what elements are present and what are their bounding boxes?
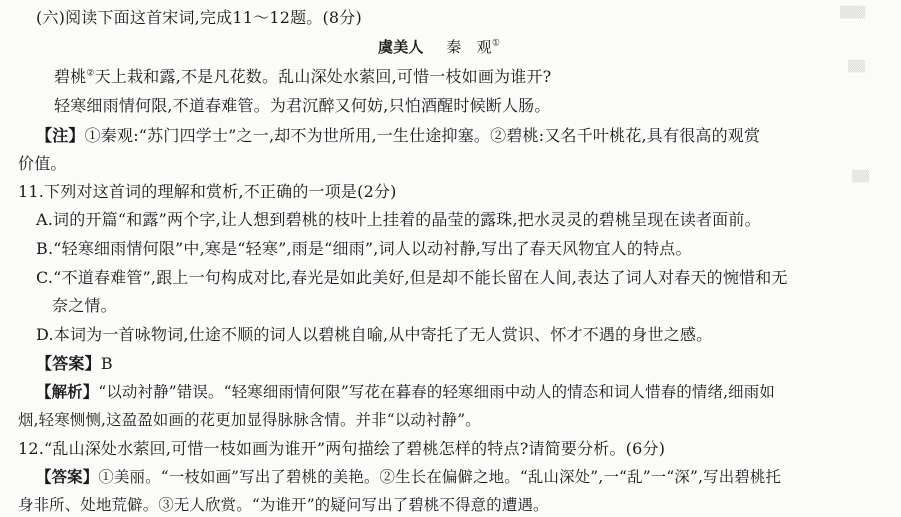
bleed-through-mark: ▒▒▒	[840, 6, 866, 19]
notes-label: 【注】	[36, 126, 85, 145]
notes-line-1	[36, 126, 760, 146]
bleed-through-mark: ▒▒	[852, 170, 869, 183]
poem-title-line	[378, 37, 500, 57]
question-12-stem: 12.“乱山深处水萦回,可惜一枝如画为谁开”两句描绘了碧桃怎样的特点?请简要分析。(6分)	[18, 439, 666, 458]
question-11-stem: 11.下列对这首词的理解和赏析,不正确的一项是(2分)	[18, 182, 397, 201]
option-d: D.本词为一首咏物词,仕途不顺的词人以碧桃自喻,从中寄托了无人赏识、怀才不遇的身世之感。	[36, 325, 713, 344]
option-c-continued: 奈之情。	[52, 296, 117, 315]
bleed-through-mark: ▒▒	[848, 60, 865, 73]
option-a: A.词的开篇“和露”两个字,让人想到碧桃的枝叶上挂着的晶莹的露珠,把水灵灵的碧桃呈现在读者面前。	[36, 210, 761, 229]
option-c: C.“不道春难管”,跟上一句构成对比,春光是如此美好,但是却不能长留在人间,表达了词人对春天的惋惜和无	[36, 268, 788, 287]
poem-author: 秦 观	[446, 38, 492, 56]
poem-line-1-rest: 天上栽和露,不是凡花数。乱山深处水萦回,可惜一枝如画为谁开?	[94, 67, 552, 86]
option-b: B.“轻寒细雨情何限”中,寒是“轻寒”,雨是“细雨”,词人以动衬静,写出了春天风物宜人的特点。	[36, 239, 692, 258]
analysis-text: “以动衬静”错误。“轻寒细雨情何限”写花在暮春的轻寒细雨中动人的情态和词人惜春的情绪,细雨如	[98, 383, 775, 401]
footnote-marker: ①	[491, 38, 501, 49]
answer-value: B	[100, 354, 113, 373]
analysis-line-2: 烟,轻寒恻恻,这盈盈如画的花更加显得脉脉含情。并非“以动衬静”。	[18, 411, 481, 429]
analysis-line-1	[36, 382, 775, 402]
notes-text: ①秦观:“苏门四学士”之一,却不为世所用,一生仕途抑塞。②碧桃:又名千叶桃花,具有很高的观赏	[84, 126, 761, 145]
analysis-label: 【解析】	[36, 383, 99, 401]
poem-line-1-start: 碧桃	[54, 67, 87, 86]
footnote-marker: ②	[86, 68, 95, 79]
answer-text: ①美丽。“一枝如画”写出了碧桃的美艳。②生长在偏僻之地。“乱山深处”,一“乱”一“深”,写出碧桃托	[98, 468, 782, 486]
answer-12-line-2: 身非所、处地荒僻。③无人欣赏。“为谁开”的疑问写出了碧桃不得意的遭遇。	[18, 496, 549, 514]
answer-11	[36, 354, 113, 374]
poem-line-1	[54, 67, 551, 87]
poem-title: 虞美人	[378, 38, 424, 56]
notes-line-2: 价值。	[18, 154, 67, 173]
section-header: (六)阅读下面这首宋词,完成11～12题。(8分)	[36, 8, 362, 27]
answer-label: 【答案】	[36, 354, 101, 373]
answer-label: 【答案】	[36, 468, 99, 486]
poem-line-2: 轻寒细雨情何限,不道春难管。为君沉醉又何妨,只怕酒醒时候断人肠。	[54, 96, 551, 115]
answer-12-line-1	[36, 467, 781, 487]
